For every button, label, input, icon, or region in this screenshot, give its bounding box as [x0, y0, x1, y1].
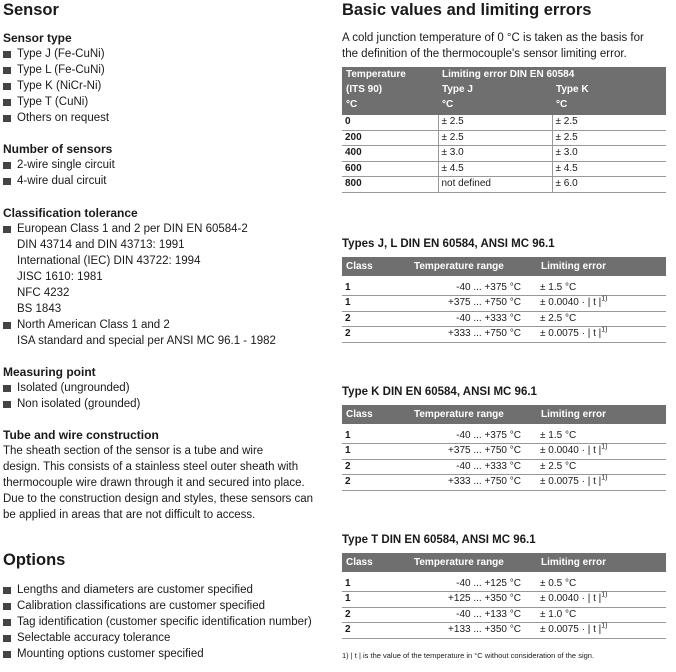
tube-paragraph [3, 443, 333, 523]
type-k-table [342, 405, 666, 491]
cell: +133 ... +350 °C [410, 623, 537, 639]
cell: 2 [342, 607, 410, 623]
cell-text: ± 2.5 °C [540, 312, 577, 324]
cell [537, 311, 666, 327]
col-header: Temperature range [410, 257, 537, 276]
cell [537, 444, 666, 460]
footnote: 1) | t | is the value of the temperature in °C without consideration of the sign. [342, 650, 595, 660]
list-item: 2-wire single circuit [3, 157, 333, 173]
footnote-mark: 1) [601, 591, 608, 599]
cell: 2 [342, 311, 410, 327]
class-sub-line: JISC 1610: 1981 [17, 271, 103, 283]
list-item: Calibration classifications are customer specified [3, 598, 333, 614]
cell: ± 2.5 [552, 115, 666, 130]
footnote-mark: 1) [601, 326, 608, 334]
cell: 1 [342, 429, 410, 444]
table-row [342, 177, 666, 193]
col-header: (ITS 90) [342, 82, 438, 97]
table-row [342, 115, 666, 130]
cell: ± 3.0 [552, 146, 666, 162]
cell-text: ± 0.0075 · | t | [540, 476, 602, 487]
col-header: °C [552, 97, 666, 115]
table-row [342, 296, 666, 312]
cell-text: ± 0.0040 · | t | [540, 297, 602, 308]
cell: 0 [342, 115, 438, 130]
cell [537, 577, 666, 592]
table-row [342, 130, 666, 146]
cell: +333 ... +750 °C [410, 475, 537, 491]
type-k-title: Type K DIN EN 60584, ANSI MC 96.1 [342, 385, 537, 398]
cell [537, 623, 666, 639]
col-header: °C [438, 97, 552, 115]
cell [537, 327, 666, 343]
col-header: °C [342, 97, 438, 115]
cell: ± 2.5 [438, 115, 552, 130]
classification-list [3, 221, 333, 237]
table-row [342, 281, 666, 296]
list-item: Type J (Fe-CuNi) [3, 46, 333, 62]
table-row [342, 327, 666, 343]
col-header: Temperature [342, 67, 438, 82]
cell: ± 6.0 [552, 177, 666, 193]
cell: 1 [342, 592, 410, 608]
tube-line: The sheath section of the sensor is a tube and wire [3, 445, 264, 457]
cell [537, 592, 666, 608]
cell: -40 ... +375 °C [410, 281, 537, 296]
cell: -40 ... +133 °C [410, 607, 537, 623]
cell [537, 296, 666, 312]
cell [537, 607, 666, 623]
cell: 1 [342, 296, 410, 312]
cell: -40 ... +333 °C [410, 311, 537, 327]
list-item: Others on request [3, 110, 333, 126]
col-header: Temperature range [410, 553, 537, 572]
table-row [342, 475, 666, 491]
tube-line: design. This consists of a stainless steel outer sheath with [3, 461, 299, 473]
tube-heading: Tube and wire construction [3, 428, 159, 442]
measuring-list [3, 380, 333, 412]
cell: -40 ... +125 °C [410, 577, 537, 592]
classification-list-2 [3, 317, 333, 333]
class-sub-line: DIN 43714 and DIN 43713: 1991 [17, 239, 185, 251]
col-header: Limiting error [537, 257, 666, 276]
options-title: Options [3, 551, 66, 569]
cell [537, 281, 666, 296]
cell: -40 ... +333 °C [410, 459, 537, 475]
cell: +333 ... +750 °C [410, 327, 537, 343]
cell: not defined [438, 177, 552, 193]
list-item: Type T (CuNi) [3, 94, 333, 110]
cell-text: ± 1.5 °C [540, 429, 577, 441]
footnote-mark: 1) [601, 443, 608, 451]
cell [537, 459, 666, 475]
basic-values-table [342, 67, 666, 193]
cell-text: ± 0.0075 · | t | [540, 328, 602, 339]
intro-line: A cold junction temperature of 0 °C is taken as the basis for [342, 32, 644, 44]
cell: 400 [342, 146, 438, 162]
types-jl-title: Types J, L DIN EN 60584, ANSI MC 96.1 [342, 237, 555, 250]
cell: +125 ... +350 °C [410, 592, 537, 608]
col-header: Type K [552, 82, 666, 97]
cell: 2 [342, 327, 410, 343]
type-t-title: Type T DIN EN 60584, ANSI MC 96.1 [342, 533, 536, 546]
class-sub-line: ISA standard and special per ANSI MC 96.1 - 1982 [17, 335, 276, 347]
type-t-table [342, 553, 666, 639]
list-item: Type L (Fe-CuNi) [3, 62, 333, 78]
tube-line: Due to the construction design and styles, these sensors can [3, 493, 314, 505]
basic-intro [342, 30, 666, 62]
cell-text: ± 0.5 °C [540, 577, 577, 589]
list-item: Isolated (ungrounded) [3, 380, 333, 396]
table-row [342, 623, 666, 639]
col-header: Limiting error [537, 405, 666, 424]
col-header: Limiting error [537, 553, 666, 572]
cell-text: ± 1.0 °C [540, 608, 577, 620]
list-item: 4-wire dual circuit [3, 173, 333, 189]
cell: +375 ... +750 °C [410, 444, 537, 460]
tube-line: thermocouple wire drawn through it and secured into place. [3, 477, 305, 489]
cell-text: ± 0.0040 · | t | [540, 445, 602, 456]
list-item: North American Class 1 and 2 [3, 317, 333, 333]
intro-line: the definition of the thermocouple's sensor limiting error. [342, 48, 627, 60]
basic-values-title: Basic values and limiting errors [342, 1, 592, 19]
cell: -40 ... +375 °C [410, 429, 537, 444]
cell-text: ± 0.0075 · | t | [540, 624, 602, 635]
left-column [3, 0, 333, 662]
measuring-heading: Measuring point [3, 365, 96, 379]
table-row [342, 592, 666, 608]
col-header: Class [342, 553, 410, 572]
right-column [342, 0, 666, 661]
cell: ± 2.5 [552, 130, 666, 146]
number-heading: Number of sensors [3, 142, 113, 156]
cell: 200 [342, 130, 438, 146]
cell: 2 [342, 623, 410, 639]
col-header: Class [342, 257, 410, 276]
table-row [342, 161, 666, 177]
sensor-type-list [3, 46, 333, 126]
cell [537, 429, 666, 444]
list-item: Non isolated (grounded) [3, 396, 333, 412]
types-jl-table [342, 257, 666, 343]
classification-heading: Classification tolerance [3, 206, 138, 220]
list-item: Selectable accuracy tolerance [3, 630, 333, 646]
table-row [342, 459, 666, 475]
cell: 800 [342, 177, 438, 193]
footnote-mark: 1) [601, 474, 608, 482]
cell-text: ± 1.5 °C [540, 281, 577, 293]
list-item: Type K (NiCr-Ni) [3, 78, 333, 94]
options-list [3, 582, 333, 662]
footnote-mark: 1) [601, 622, 608, 630]
col-header: Temperature range [410, 405, 537, 424]
list-item: European Class 1 and 2 per DIN EN 60584-2 [3, 221, 333, 237]
cell [537, 475, 666, 491]
cell-text: ± 2.5 °C [540, 460, 577, 472]
cell: ± 4.5 [438, 161, 552, 177]
cell: +375 ... +750 °C [410, 296, 537, 312]
cell: ± 3.0 [438, 146, 552, 162]
sensor-type-heading: Sensor type [3, 31, 72, 45]
table-row [342, 444, 666, 460]
list-item: Lengths and diameters are customer specified [3, 582, 333, 598]
table-row [342, 146, 666, 162]
table-row [342, 311, 666, 327]
cell: 2 [342, 459, 410, 475]
class-sub-line: International (IEC) DIN 43722: 1994 [17, 255, 201, 267]
col-header: Type J [438, 82, 552, 97]
class-sub-line: BS 1843 [17, 303, 62, 315]
tube-line: be applied in areas that are not difficult to access. [3, 509, 256, 521]
number-list [3, 157, 333, 189]
cell: 1 [342, 281, 410, 296]
table-row [342, 607, 666, 623]
col-header: Class [342, 405, 410, 424]
cell: 1 [342, 444, 410, 460]
cell: 2 [342, 475, 410, 491]
col-header: Limiting error DIN EN 60584 [438, 67, 666, 82]
list-item: Mounting options customer specified [3, 646, 333, 662]
class-sub-line: NFC 4232 [17, 287, 70, 299]
list-item: Tag identification (customer specific identification number) [3, 614, 333, 630]
cell: ± 4.5 [552, 161, 666, 177]
table-row [342, 429, 666, 444]
cell: 1 [342, 577, 410, 592]
footnote-mark: 1) [601, 295, 608, 303]
cell-text: ± 0.0040 · | t | [540, 593, 602, 604]
cell: 600 [342, 161, 438, 177]
sensor-title: Sensor [3, 1, 59, 19]
cell: ± 2.5 [438, 130, 552, 146]
table-row [342, 577, 666, 592]
